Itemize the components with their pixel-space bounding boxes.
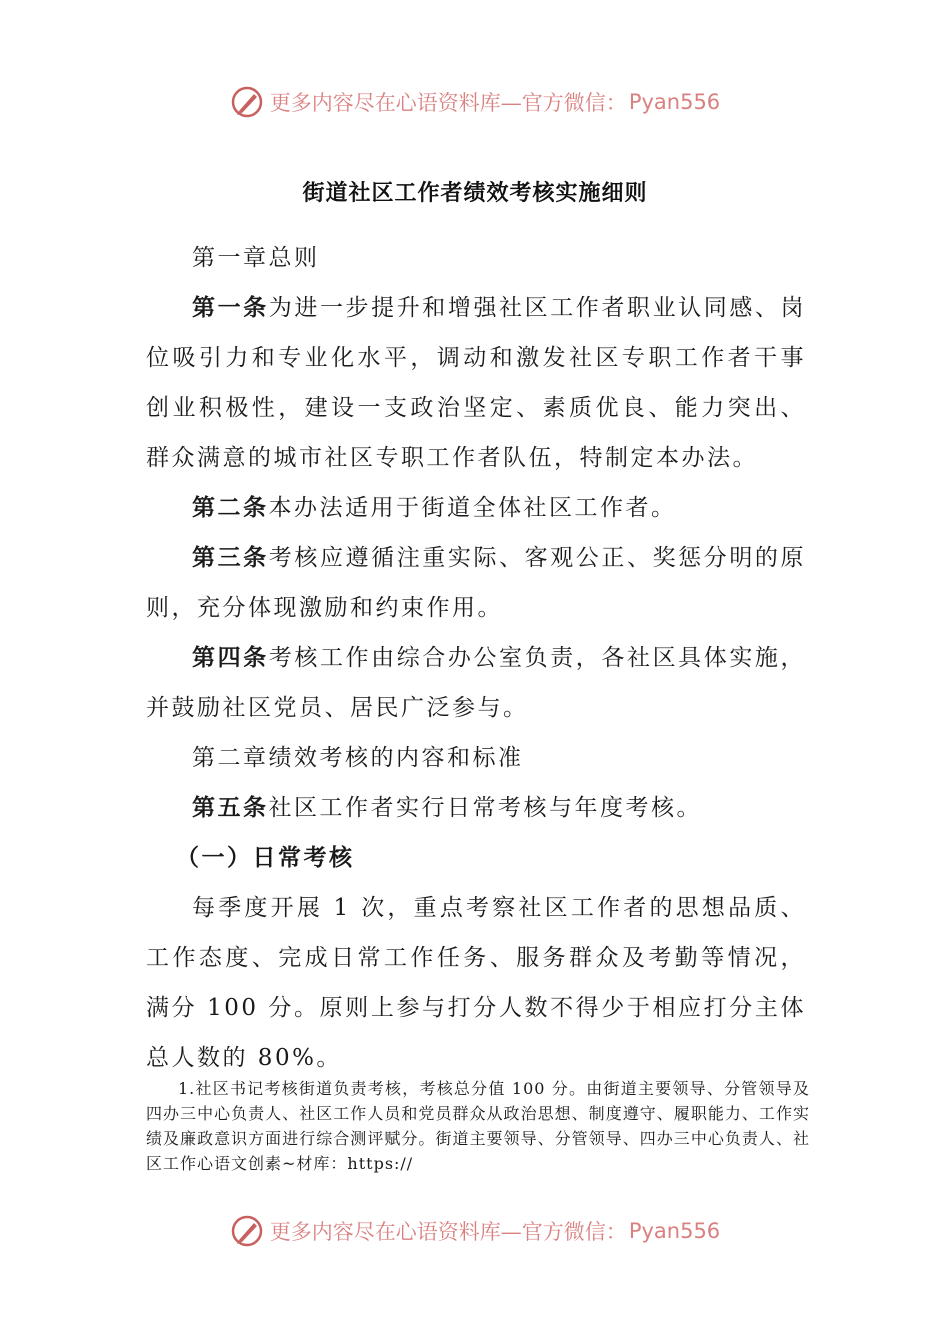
- chapter-heading: 第二章绩效考核的内容和标准: [192, 745, 524, 771]
- watermark-text: 更多内容尽在心语资料库—官方微信：: [269, 91, 627, 115]
- footnote-paragraph: 1.社区书记考核街道负责考核，考核总分值 100 分。由街道主要领导、分管领导及四办三中心负责人、社区工作人员和党员群众从政治思想、制度遵守、履职能力、工作实绩及廉政意识方面进行综合测评赋分。街道主要领导、分管领导、四办三中心负责人、社区工作心语文创素~材库：https://: [146, 1079, 810, 1173]
- article-label: 第四条: [192, 645, 269, 671]
- watermark-handle: Pyan556: [628, 1219, 721, 1243]
- document-title: 街道社区工作者绩效考核实施细则: [302, 181, 648, 206]
- watermark-text: 更多内容尽在心语资料库—官方微信：: [269, 1220, 627, 1244]
- quill-logo-icon: [230, 1214, 264, 1248]
- article-label: 第五条: [192, 795, 269, 821]
- document-body: [146, 233, 806, 1083]
- article-label: 第二条: [192, 495, 269, 521]
- quill-logo-icon: [230, 85, 264, 119]
- section-subheading: （一）日常考核: [176, 845, 355, 871]
- header-watermark: [0, 82, 950, 122]
- article-text: 为进一步提升和增强社区工作者职业认同感、岗位吸引力和专业化水平，调动和激发社区专职工作者干事创业积极性，建设一支政治坚定、素质优良、能力突出、群众满意的城市社区专职工作者队伍，特制定本办法。: [146, 295, 807, 471]
- article-1: [146, 283, 806, 483]
- daily-assessment-text: 每季度开展 1 次，重点考察社区工作者的思想品质、工作态度、完成日常工作任务、服务群众及考勤等情况，满分 100 分。原则上参与打分人数不得少于相应打分主体总人数的 80%。: [146, 895, 806, 1071]
- article-3: [146, 533, 806, 633]
- article-5: [146, 783, 806, 833]
- article-2: [146, 483, 806, 533]
- article-text: 考核应遵循注重实际、客观公正、奖惩分明的原则，充分体现激励和约束作用。: [146, 545, 807, 621]
- article-text: 本办法适用于街道全体社区工作者。: [268, 495, 677, 521]
- article-label: 第三条: [192, 545, 269, 571]
- article-text: 考核工作由综合办公室负责，各社区具体实施，并鼓励社区党员、居民广泛参与。: [146, 645, 807, 721]
- article-label: 第一条: [192, 295, 269, 321]
- watermark-handle: Pyan556: [628, 90, 721, 114]
- footer-watermark: [0, 1211, 950, 1251]
- article-text: 社区工作者实行日常考核与年度考核。: [268, 795, 702, 821]
- article-4: [146, 633, 806, 733]
- chapter-heading: 第一章总则: [192, 245, 320, 271]
